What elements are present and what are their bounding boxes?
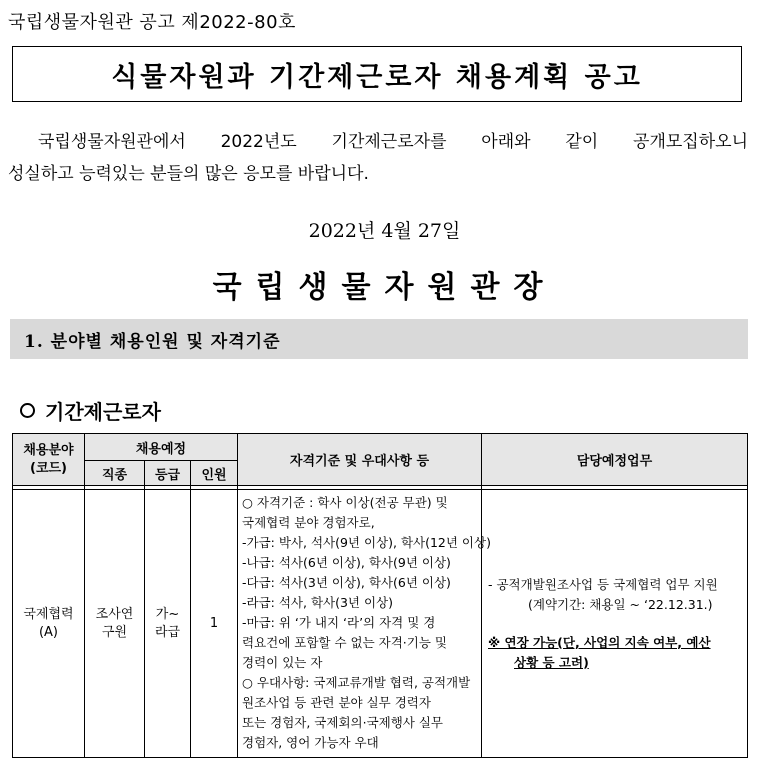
- intro-line-1: 국립생물자원관에서 2022년도 기간제근로자를 아래와 같이 공개모집하오니: [38, 132, 748, 152]
- circle-bullet-icon: [20, 403, 35, 418]
- intro-line-2: 성실하고 능력있는 분들의 많은 응모를 바랍니다.: [8, 164, 369, 184]
- job-type-line-2: 구원: [101, 624, 128, 640]
- header-field: 채용분야 (코드): [13, 434, 85, 486]
- recruitment-table: [12, 433, 748, 758]
- requirement-line: ○ 자격기준 : 학사 이상(전공 무관) 및: [242, 495, 448, 510]
- cell-field: [13, 490, 85, 758]
- cell-duties: [482, 490, 748, 758]
- requirement-line: 국제협력 분야 경험자로,: [242, 515, 375, 530]
- header-plan: 채용예정: [85, 434, 238, 461]
- header-grade: 등급: [145, 461, 191, 486]
- duty-line-2: (계약기간: 채용일 ~ ‘22.12.31.): [528, 596, 713, 612]
- requirement-line: -나급: 석사(6년 이상), 학사(9년 이상): [242, 555, 451, 570]
- requirement-line: 또는 경험자, 국제회의·국제행사 실무: [242, 715, 443, 730]
- intro-paragraph: [8, 126, 748, 190]
- header-duties: 담당예정업무: [482, 434, 748, 486]
- section-heading: 1. 분야별 채용인원 및 자격기준: [10, 319, 748, 359]
- header-requirements: 자격기준 및 우대사항 등: [238, 434, 482, 486]
- requirement-line: -마급: 위 ‘가 내지 ‘라’의 자격 및 경: [242, 615, 436, 630]
- subheading: [20, 396, 161, 425]
- cell-requirements: [238, 490, 491, 758]
- requirement-line: 원조사업 등 관련 분야 실무 경력자: [242, 695, 431, 710]
- requirement-line: ○ 우대사항: 국제교류개발 협력, 공적개발: [242, 675, 471, 690]
- subheading-label: 기간제근로자: [45, 400, 161, 424]
- grade-line-1: 가~: [155, 606, 180, 622]
- cell-job-type: [85, 490, 145, 758]
- page-title: 식물자원과 기간제근로자 채용계획 공고: [12, 46, 742, 102]
- extension-note-line-1: ※ 연장 가능(단, 사업의 지속 여부, 예산: [488, 634, 711, 650]
- requirement-line: -라급: 석사, 학사(3년 이상): [242, 595, 393, 610]
- header-count: 인원: [191, 461, 238, 486]
- cell-grade: [145, 490, 191, 758]
- field-line-1: 국제협력: [23, 606, 74, 622]
- requirement-line: 력요건에 포함할 수 없는 자격·기능 및: [242, 635, 447, 650]
- requirement-line: -다급: 석사(3년 이상), 학사(6년 이상): [242, 575, 451, 590]
- requirement-line: 경험자, 영어 가능자 우대: [242, 735, 379, 750]
- job-type-line-1: 조사연: [95, 606, 134, 622]
- doc-number: 국립생물자원관 공고 제2022-80호: [8, 12, 296, 33]
- duty-line-1: - 공적개발원조사업 등 국제협력 업무 지원: [488, 576, 718, 592]
- requirement-line: -가급: 박사, 석사(9년 이상), 학사(12년 이상): [242, 535, 491, 550]
- table-row: [13, 490, 748, 758]
- organization-name: 국립생물자원관장: [212, 270, 557, 305]
- cell-count: 1: [191, 490, 238, 758]
- header-job-type: 직종: [85, 461, 145, 486]
- field-line-2: (A): [38, 624, 59, 640]
- requirement-line: 경력이 있는 자: [242, 655, 323, 670]
- announcement-date: 2022년 4월 27일: [308, 220, 461, 242]
- extension-note-line-2: 상황 등 고려): [514, 654, 589, 670]
- grade-line-2: 라급: [154, 624, 181, 640]
